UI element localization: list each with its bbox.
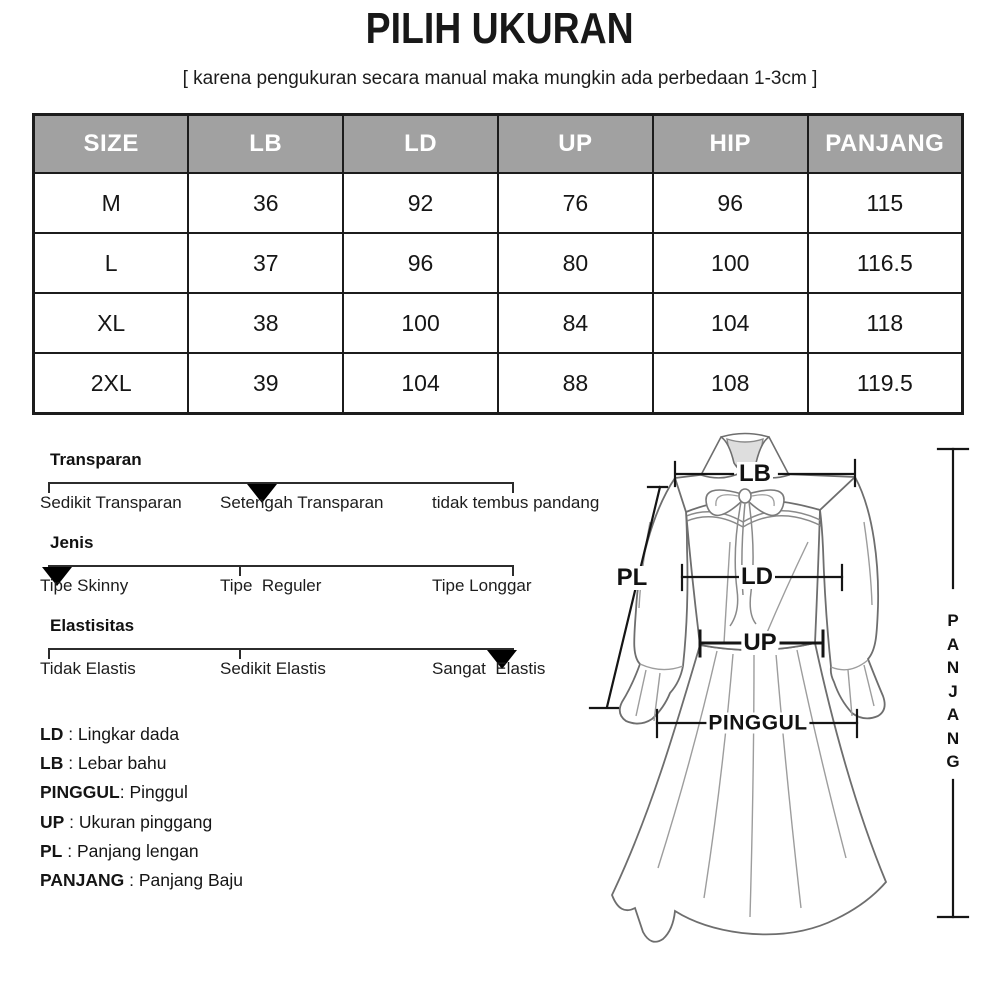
legend-item (40, 720, 243, 749)
scale-title: Elastisitas (50, 616, 135, 635)
legend-desc: : Pinggul (119, 782, 188, 803)
legend-abbr: LD (40, 724, 64, 744)
label-pinggul: PINGGUL (708, 711, 808, 735)
legend-item (40, 837, 243, 866)
option-label: tidak tembus pandang (432, 493, 600, 512)
cell: XL (34, 293, 189, 353)
option-label: Sedikit Transparan (40, 493, 182, 512)
scale-line (48, 648, 514, 650)
cell: 115 (808, 173, 963, 233)
scale-tick (239, 649, 241, 659)
legend-item (40, 749, 243, 778)
column-header-lb: LB (188, 115, 343, 174)
column-header-size: SIZE (34, 115, 189, 174)
cell: 37 (188, 233, 343, 293)
legend-desc: : Lebar bahu (63, 753, 167, 774)
label-panjang-vertical: PANJANG (945, 609, 961, 774)
column-header-up: UP (498, 115, 653, 174)
legend-item (40, 808, 243, 837)
measurement-legend (40, 720, 243, 895)
scale-line (48, 482, 514, 484)
option-label: Tidak Elastis (40, 659, 136, 678)
column-header-hip: HIP (653, 115, 808, 174)
cell: 39 (188, 353, 343, 414)
legend-desc: : Panjang Baju (124, 870, 243, 891)
table-row-l (34, 233, 963, 293)
cell: 36 (188, 173, 343, 233)
legend-abbr: PINGGUL (40, 782, 120, 803)
scale-title: Transparan (50, 450, 142, 469)
cell: 108 (653, 353, 808, 414)
legend-abbr: UP (40, 811, 65, 832)
table-row-xl (34, 293, 963, 353)
column-header-panjang: PANJANG (808, 115, 963, 174)
cell: 96 (343, 233, 498, 293)
cell: 104 (653, 293, 808, 353)
option-label: Tipe Longgar (432, 576, 532, 595)
attribute-scale-elastisitas (40, 616, 640, 681)
cell: M (34, 173, 189, 233)
legend-desc: : Lingkar dada (63, 724, 180, 744)
legend-abbr: PANJANG (40, 870, 125, 891)
cell: 80 (498, 233, 653, 293)
scale-line (48, 565, 514, 567)
column-header-ld: LD (343, 115, 498, 174)
legend-desc: : Ukuran pinggang (64, 811, 213, 832)
scale-tick (512, 483, 514, 493)
cell: 38 (188, 293, 343, 353)
option-label: Sedikit Elastis (220, 659, 326, 678)
attribute-scale-jenis (40, 533, 640, 598)
option-label: Tipe Skinny (40, 576, 129, 595)
legend-abbr: PL (40, 840, 63, 861)
dress-diagram (580, 430, 980, 970)
cell: 116.5 (808, 233, 963, 293)
label-ld: LD (741, 563, 773, 590)
table-row-m (34, 173, 963, 233)
cell: 96 (653, 173, 808, 233)
cell: 84 (498, 293, 653, 353)
scale-tick (512, 566, 514, 576)
cell: 88 (498, 353, 653, 414)
cell: 100 (653, 233, 808, 293)
table-row-2xl (34, 353, 963, 414)
cell: 118 (808, 293, 963, 353)
cell: 104 (343, 353, 498, 414)
option-label: Setengah Transparan (220, 493, 384, 512)
label-lb: LB (739, 460, 771, 487)
attribute-scale-transparan (40, 450, 640, 515)
cell: 119.5 (808, 353, 963, 414)
scale-title: Jenis (50, 533, 94, 552)
page-title: PILIH UKURAN (365, 4, 635, 53)
dress-sketch (580, 430, 980, 970)
cell: 100 (343, 293, 498, 353)
option-label: Tipe Reguler (220, 576, 322, 595)
legend-item (40, 866, 243, 895)
scale-tick (48, 483, 50, 493)
cell: L (34, 233, 189, 293)
cell: 92 (343, 173, 498, 233)
legend-abbr: LB (40, 753, 64, 774)
scale-tick (48, 649, 50, 659)
legend-item (40, 778, 243, 807)
size-table-header-row (34, 115, 963, 174)
cell: 76 (498, 173, 653, 233)
label-up: UP (743, 629, 777, 656)
label-pl: PL (616, 564, 648, 591)
option-label: Sangat Elastis (432, 659, 546, 678)
cell: 2XL (34, 353, 189, 414)
scale-tick (239, 566, 241, 576)
size-table (32, 113, 964, 415)
legend-desc: : Panjang lengan (62, 840, 199, 861)
page-subtitle: [ karena pengukuran secara manual maka mungkin ada perbedaan 1-3cm ] (182, 68, 818, 89)
